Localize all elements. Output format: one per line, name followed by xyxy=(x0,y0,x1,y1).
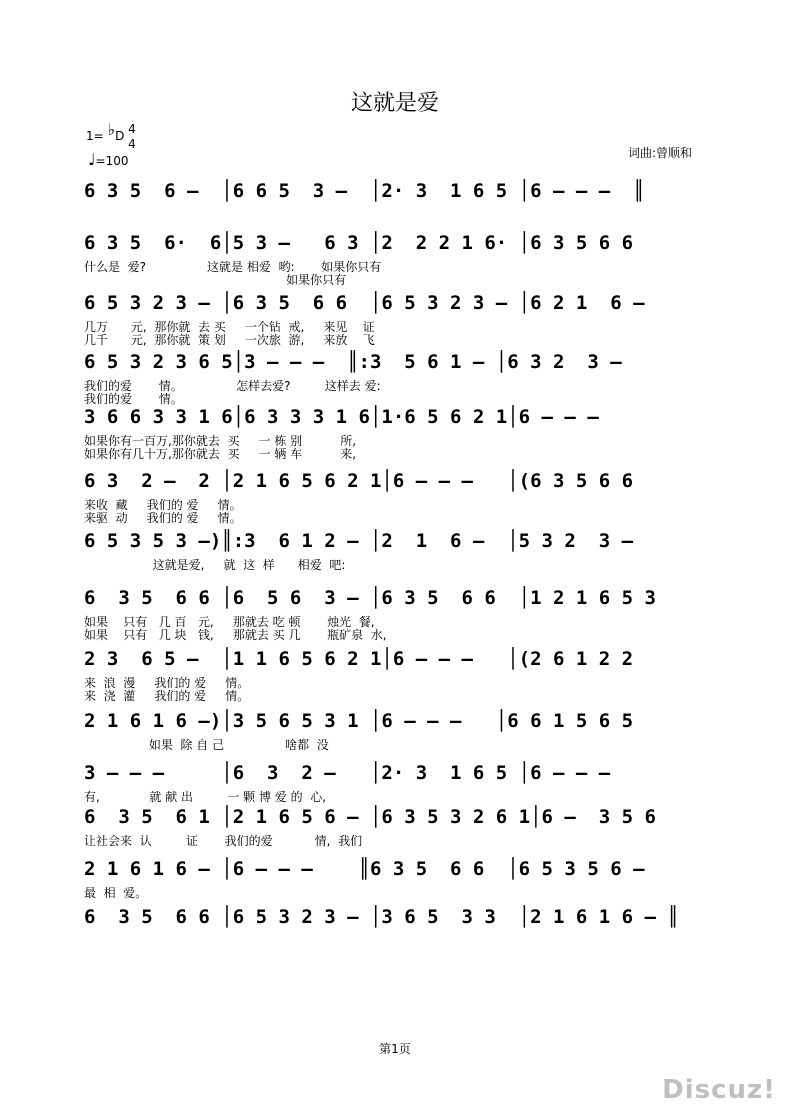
notation-row: 2 1 6 1 6 –)│3 5 6 5 3 1 │6 – – – │6 6 1 5 6 5 xyxy=(84,710,634,732)
lyric-line: 如果你只有 xyxy=(84,273,347,287)
page-number: 第1页 xyxy=(379,1042,411,1056)
lyric-line: 什么是 爱? 这就是 相爱 哟: 如果你只有 xyxy=(84,260,382,274)
lyric-line: 这就是爱, 就 这 样 相爱 吧: xyxy=(84,558,346,572)
song-title: 这就是爱 xyxy=(350,91,439,116)
notation-row: 6 3 5 6· 6│5 3 – 6 3 │2 2 2 1 6· │6 3 5 6 6 xyxy=(84,232,634,254)
lyric-line: 来收 藏 我们的 爱 情。 xyxy=(84,498,242,512)
time-bottom: 4 xyxy=(128,136,136,151)
notation-row: 6 5 3 2 3 – │6 3 5 6 6 │6 5 3 2 3 – │6 2 1 6 – xyxy=(84,292,645,314)
lyric-line: 如果 除 自 己 啥都 没 xyxy=(84,738,329,752)
lyric-line: 来 浪 漫 我们的 爱 情。 xyxy=(84,676,250,690)
lyric-line: 来 浇 灌 我们的 爱 情。 xyxy=(84,689,250,703)
quarter-note-icon: ♩ xyxy=(88,150,96,169)
lyric-line: 如果你有几十万,那你就去 买 一 辆 车 来, xyxy=(84,447,357,461)
lyric-line: 最 相 爱。 xyxy=(84,886,148,900)
notation-row: 2 3 6 5 – │1 1 6 5 6 2 1│6 – – – │(2 6 1 2 2 xyxy=(84,648,634,670)
notation-row: 6 3 2 – 2 │2 1 6 5 6 2 1│6 – – – │(6 3 5 6 6 xyxy=(84,470,634,492)
key-prefix: 1= xyxy=(86,129,104,143)
notation-row: 2 1 6 1 6 – │6 – – – ║6 3 5 6 6 │6 5 3 5 6 – xyxy=(84,858,645,880)
notation-row: 6 3 5 6 1 │2 1 6 5 6 – │6 3 5 3 2 6 1│6 – 3 5 6 xyxy=(84,806,656,828)
notation-row: 6 3 5 6 6 │6 5 3 2 3 – │3 6 5 3 3 │2 1 6 1 6 – ║ xyxy=(84,906,679,928)
notation-row: 6 3 5 6 6 │6 5 6 3 – │6 3 5 6 6 │1 2 1 6 5 3 xyxy=(84,587,656,609)
lyric-line: 来驱 动 我们的 爱 情。 xyxy=(84,511,242,525)
watermark-logo: Discuz! xyxy=(662,1075,776,1105)
lyric-line: 如果 只有 几 块 钱, 那就去 买 几 瓶矿泉 水, xyxy=(84,628,387,642)
notation-row: 6 5 3 2 3 6 5│3 – – – ║:3 5 6 1 – │6 3 2 3 – xyxy=(84,351,622,373)
notation-row: 3 6 6 3 3 1 6│6 3 3 3 1 6│1·6 5 6 2 1│6 – – – xyxy=(84,406,599,428)
tempo-value: =100 xyxy=(95,154,129,168)
time-top: 4 xyxy=(128,121,136,136)
lyric-line: 如果 只有 几 百 元, 那就去 吃 顿 烛光 餐, xyxy=(84,615,375,629)
lyric-line: 几千 元, 那你就 策 划 一次旅 游, 来放 飞 xyxy=(84,333,375,347)
lyric-line: 如果你有一百万,那你就去 买 一 栋 别 所, xyxy=(84,434,357,448)
notation-row: 6 3 5 6 – │6 6 5 3 – │2· 3 1 6 5 │6 – – – ║ xyxy=(84,180,645,202)
composer-credit: 词曲:曾顺和 xyxy=(628,146,693,160)
lyric-line: 让社会来 认 证 我们的爱 情, 我们 xyxy=(84,834,363,848)
flat-sign: ♭ xyxy=(107,120,116,139)
lyric-line: 我们的爱 情。 怎样去爱? 这样去 爱: xyxy=(84,379,381,393)
notation-row: 3 – – – │6 3 2 – │2· 3 1 6 5 │6 – – – xyxy=(84,762,611,784)
key-tonic: D xyxy=(115,129,125,143)
lyric-line: 我们的爱 情。 xyxy=(84,392,183,406)
lyric-line: 有, 就 献 出 一 颗 博 爱 的 心, xyxy=(84,790,327,804)
notation-row: 6 5 3 5 3 –)║:3 6 1 2 – │2 1 6 – │5 3 2 3 – xyxy=(84,530,634,552)
lyric-line: 几万 元, 那你就 去 买 一个钻 戒, 来见 证 xyxy=(84,320,375,334)
